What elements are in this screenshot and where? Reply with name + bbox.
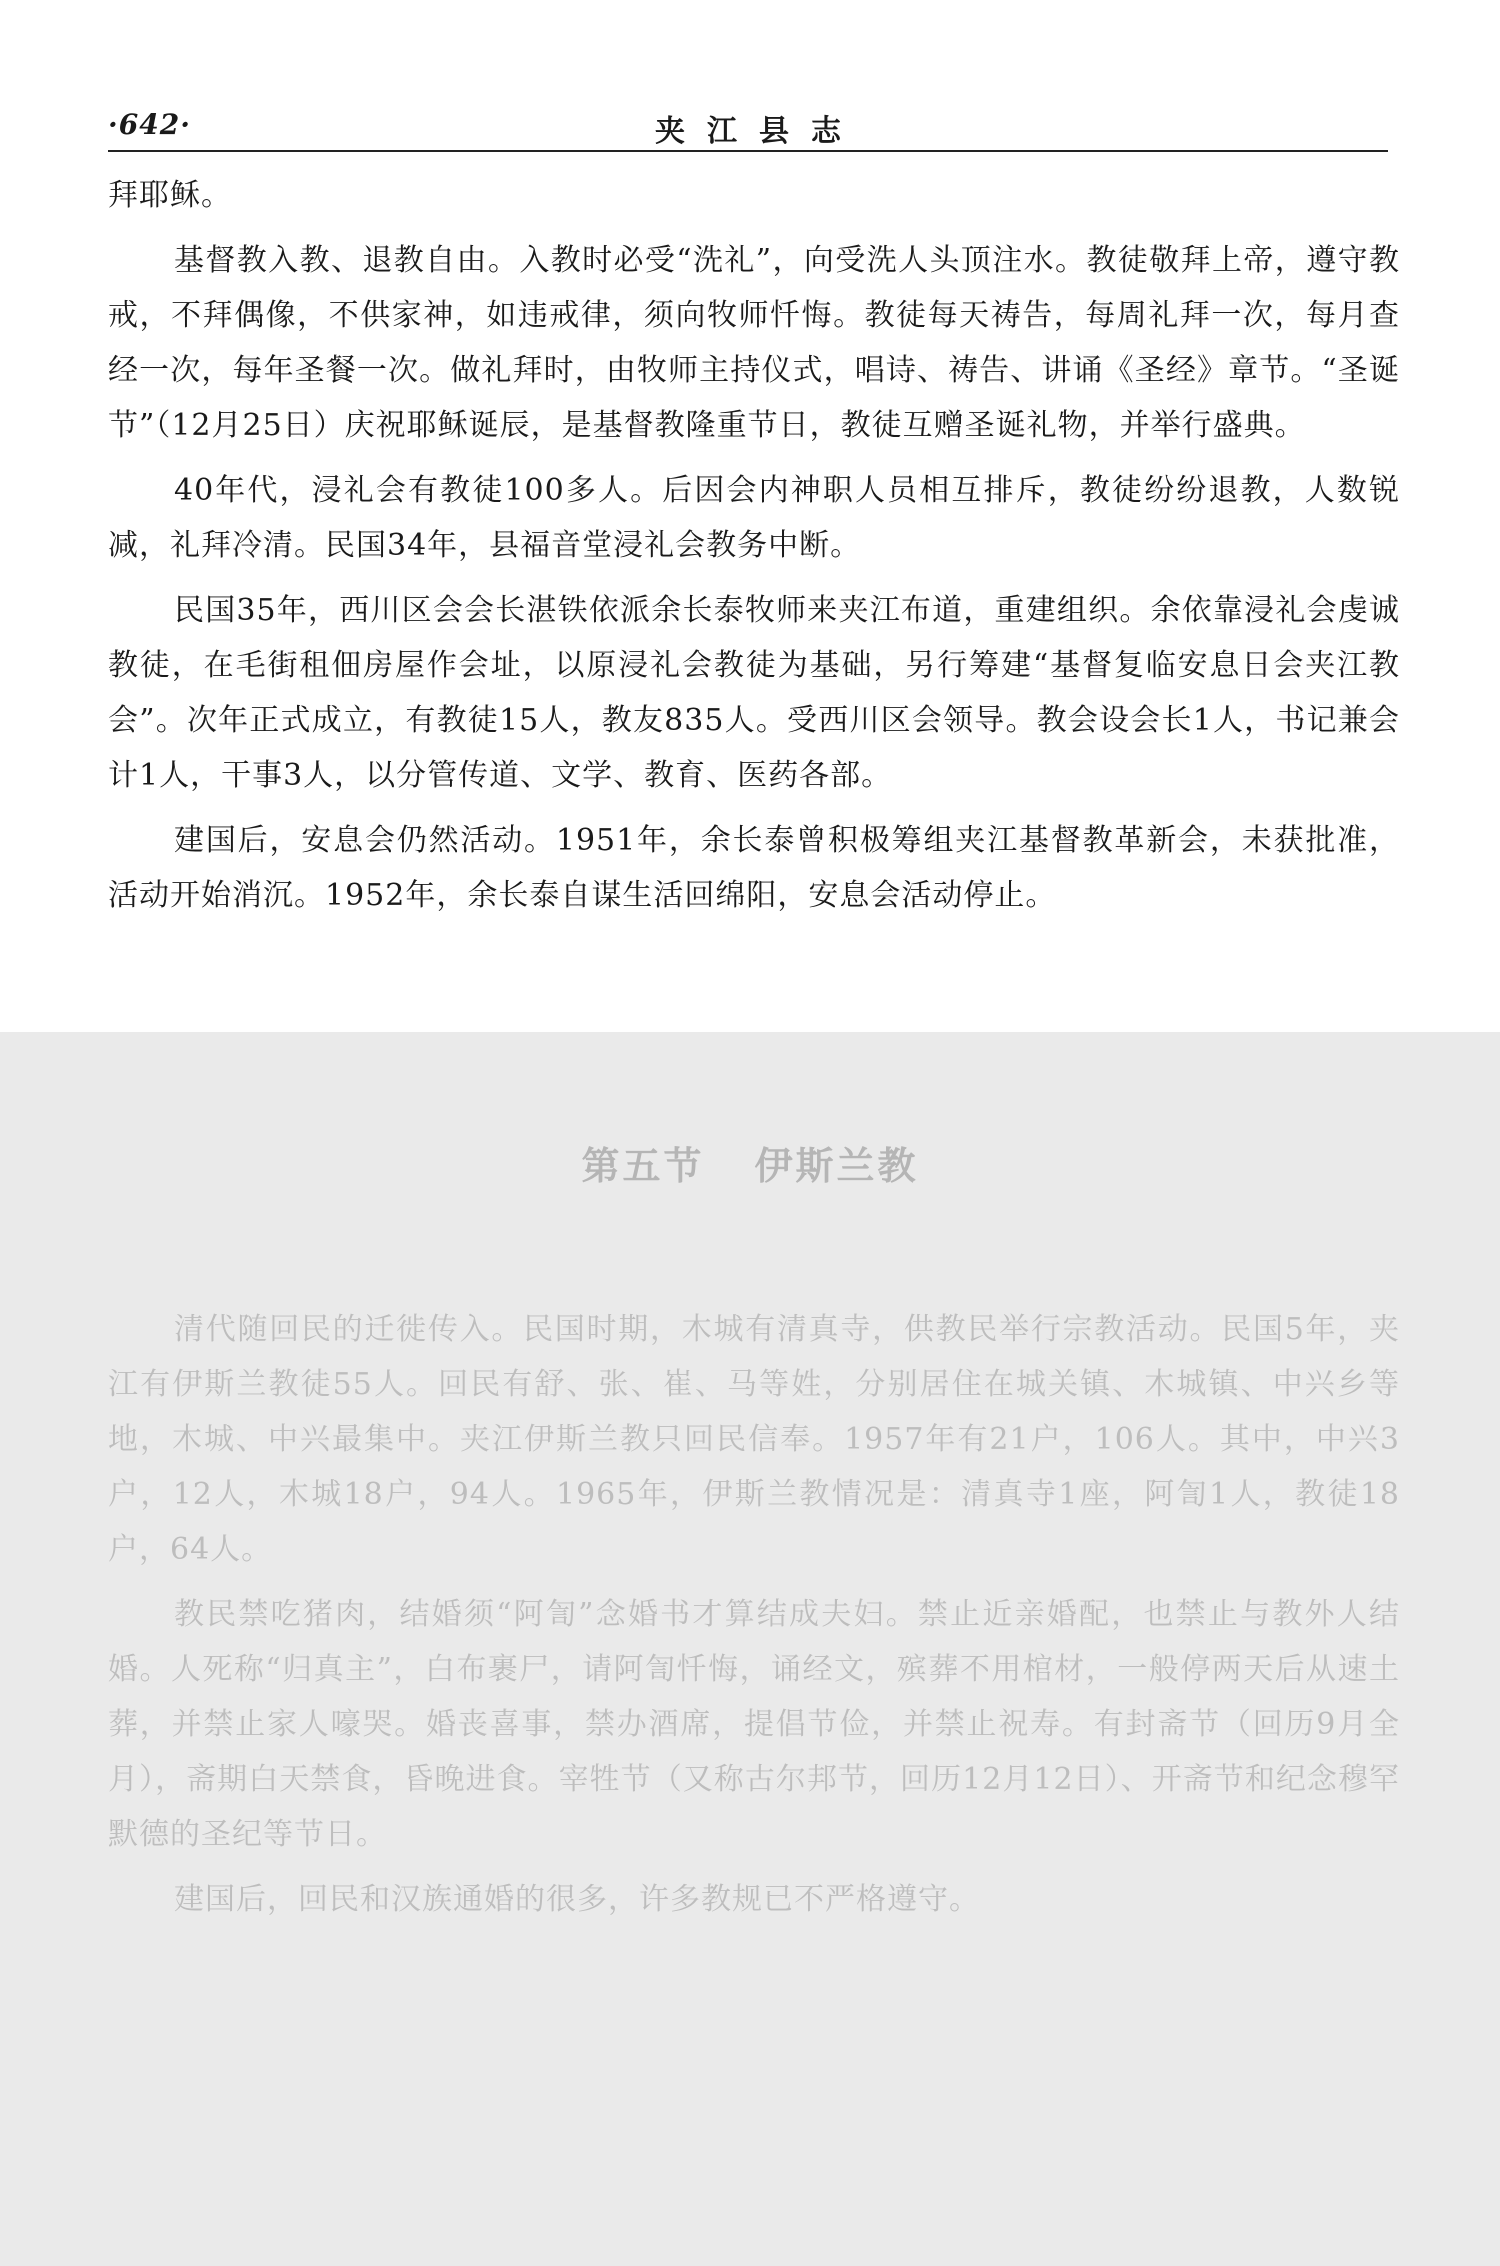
page-number: ·642· xyxy=(108,108,191,141)
section-heading-islam xyxy=(0,1135,1500,1190)
header-rule xyxy=(108,150,1388,152)
book-title: 夹江县志 xyxy=(655,114,863,149)
paragraph-adventist-church: 民国35年，西川区会会长湛铁依派余长泰牧师来夹江布道，重建组织。余依靠浸礼会虔诚教徒，在毛街租佃房屋作会址，以原浸礼会教徒为基础，另行筹建“基督复临安息日会夹江教会”。次年正式成立，有教徒15人，教友835人。受西川区会领导。教会设会长1人，书记兼会计1人，干事3人，以分管传道、文学、教育、医药各部。 xyxy=(108,593,1400,793)
section-number: 第五节 xyxy=(581,1143,705,1188)
paragraph-islam-origin: 清代随回民的迁徙传入。民国时期，木城有清真寺，供教民举行宗教活动。民国5年，夹江有伊斯兰教徒55人。回民有舒、张、崔、马等姓，分别居住在城关镇、木城镇、中兴乡等地，木城、中兴最集中。夹江伊斯兰教只回民信奉。1957年有21户，106人。其中，中兴3户，12人，木城18户，94人。1965年，伊斯兰教情况是：清真寺1座，阿訇1人，教徒18户，64人。 xyxy=(108,1312,1400,1567)
paragraph-after-1949: 建国后，安息会仍然活动。1951年，余长泰曾积极筹组夹江基督教革新会，未获批准，活动开始消沉。1952年，余长泰自谋生活回绵阳，安息会活动停止。 xyxy=(108,823,1400,913)
paragraph-baptism-rules: 基督教入教、退教自由。入教时必受“洗礼”，向受洗人头顶注水。教徒敬拜上帝，遵守教戒，不拜偶像，不供家神，如违戒律，须向牧师忏悔。教徒每天祷告，每周礼拜一次，每月查经一次，每年圣餐一次。做礼拜时，由牧师主持仪式，唱诗、祷告、讲诵《圣经》章节。“圣诞节”（12月25日）庆祝耶稣诞辰，是基督教隆重节日，教徒互赠圣诞礼物，并举行盛典。 xyxy=(108,243,1400,443)
section-name: 伊斯兰教 xyxy=(754,1143,919,1188)
paragraph-continuation: 拜耶稣。 xyxy=(108,178,232,213)
paragraph-1940s-decline: 40年代，浸礼会有教徒100多人。后因会内神职人员相互排斥，教徒纷纷退教，人数锐减，礼拜冷清。民国34年，县福音堂浸礼会教务中断。 xyxy=(108,473,1400,563)
paragraph-islam-customs: 教民禁吃猪肉，结婚须“阿訇”念婚书才算结成夫妇。禁止近亲婚配，也禁止与教外人结婚。人死称“归真主”，白布裹尸，请阿訇忏悔，诵经文，殡葬不用棺材，一般停两天后从速土葬，并禁止家人嚎哭。婚丧喜事，禁办酒席，提倡节俭，并禁止祝寿。有封斋节（回历9月全月），斋期白天禁食，昏晚进食。宰牲节（又称古尔邦节，回历12月12日）、开斋节和纪念穆罕默德的圣纪等节日。 xyxy=(108,1597,1400,1852)
page-header xyxy=(108,100,1388,150)
paragraph-islam-after-1949: 建国后，回民和汉族通婚的很多，许多教规已不严格遵守。 xyxy=(174,1882,980,1917)
islam-section-text xyxy=(108,1302,1400,1927)
christianity-section-text xyxy=(108,168,1400,923)
